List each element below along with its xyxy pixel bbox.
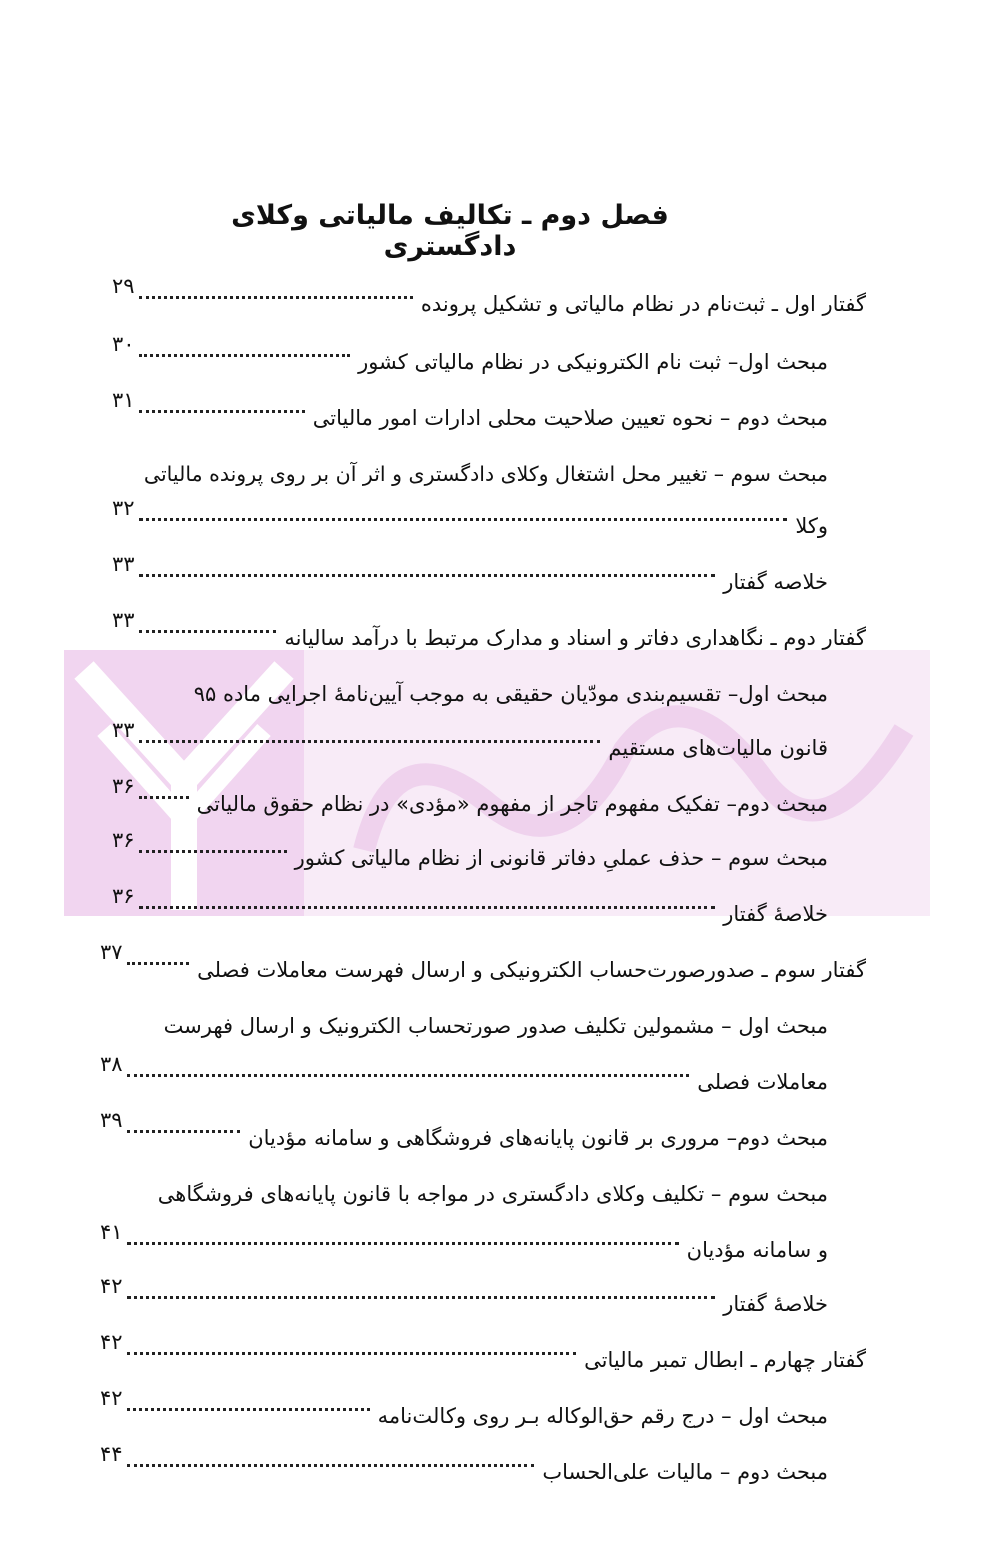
toc-entry-page-number: ۳۱: [112, 388, 135, 412]
toc-entry[interactable]: [112, 332, 828, 380]
toc-leader-dots: [139, 564, 716, 577]
toc-entry-title: گفتار دوم ـ نگاهداری دفاتر و اسناد و مدارک مرتبط با درآمد سالیانه: [284, 626, 866, 650]
toc-entry-page-number: ۴۲: [100, 1274, 123, 1298]
toc-entry-title: معاملات فصلی: [697, 1070, 828, 1094]
toc-leader-dots: [139, 730, 601, 743]
toc-entry-title: وکلا: [795, 514, 828, 538]
toc-entry-title: گفتار چهارم ـ ابطال تمبر مالیاتی: [584, 1348, 866, 1372]
toc-entry-title: قانون مالیات‌های مستقیم: [608, 736, 828, 760]
toc-entry-page-number: ۴۲: [100, 1330, 123, 1354]
toc-entry-title: مبحث دوم – مالیات علی‌الحساب: [542, 1460, 828, 1484]
toc-leader-dots: [139, 344, 351, 357]
toc-entry-page-number: ۳۳: [112, 608, 135, 632]
toc-leader-dots: [139, 508, 788, 521]
toc-leader-dots: [127, 1454, 535, 1467]
chapter-title: فصل دوم ـ تکالیف مالیاتی وکلای دادگستری: [231, 200, 669, 262]
toc-entry-title: مبحث اول – مشمولین تکلیف صدور صورتحساب الکترونیک و ارسال فهرست: [163, 1014, 828, 1038]
toc-entry[interactable]: [112, 884, 828, 932]
toc-entry[interactable]: [100, 1274, 828, 1322]
toc-entry[interactable]: [100, 1108, 828, 1156]
toc-entry[interactable]: [100, 940, 866, 988]
toc-entry-title: خلاصه گفتار: [723, 570, 828, 594]
toc-entry[interactable]: [100, 996, 828, 1044]
toc-entry[interactable]: [112, 552, 828, 600]
toc-entry-title: گفتار اول ـ ثبت‌نام در نظام مالیاتی و تشکیل پرونده: [420, 292, 866, 316]
toc-leader-dots: [139, 620, 277, 633]
toc-entry-title: مبحث سوم – تغییر محل اشتغال وکلای دادگستری و اثر آن بر روی پرونده مالیاتی: [143, 462, 828, 486]
toc-entry-page-number: ۳۶: [112, 774, 135, 798]
toc-entry-page-number: ۳۲: [112, 496, 135, 520]
toc-entry-title: خلاصهٔ گفتار: [723, 1292, 828, 1316]
toc-leader-dots: [127, 1064, 690, 1077]
toc-entry-page-number: ۳۶: [112, 884, 135, 908]
toc-entry-page-number: ۴۱: [100, 1220, 123, 1244]
toc-entry-page-number: ۳۸: [100, 1052, 123, 1076]
toc-entry-title: گفتار سوم ـ صدورصورت‌حساب الکترونیکی و ارسال فهرست معاملات فصلی: [197, 958, 866, 982]
toc-entry-title: مبحث دوم – نحوه تعیین صلاحیت محلی ادارات امور مالیاتی: [312, 406, 828, 430]
toc-entry-title: مبحث سوم – حذف عملیِ دفاتر قانونی از نظام مالیاتی کشور: [294, 846, 828, 870]
toc-leader-dots: [127, 1342, 577, 1355]
toc-entry[interactable]: [112, 444, 828, 492]
toc-entry-title: و سامانه مؤدیان: [686, 1238, 828, 1262]
toc-leader-dots: [139, 786, 189, 799]
toc-entry-page-number: ۴۴: [100, 1442, 123, 1466]
toc-entry[interactable]: [100, 1052, 828, 1100]
toc-entry-page-number: ۳۹: [100, 1108, 123, 1132]
toc-entry-page-number: ۳۶: [112, 828, 135, 852]
toc-leader-dots: [127, 1120, 241, 1133]
toc-entry[interactable]: [112, 664, 828, 712]
toc-entry[interactable]: [112, 496, 828, 544]
toc-entry[interactable]: [100, 1386, 828, 1434]
toc-leader-dots: [127, 1398, 370, 1411]
toc-leader-dots: [139, 840, 287, 853]
toc-entry-title: خلاصهٔ گفتار: [723, 902, 828, 926]
toc-entry[interactable]: [112, 608, 866, 656]
toc-entry[interactable]: [112, 774, 828, 822]
toc-entry[interactable]: [112, 388, 828, 436]
toc-entry-title: مبحث اول– تقسیم‌بندی مودّیان حقیقی به موجب آیین‌نامهٔ اجرایی ماده ۹۵: [193, 682, 828, 706]
toc-entry[interactable]: [100, 1220, 828, 1268]
toc-entry[interactable]: [112, 828, 828, 876]
toc-leader-dots: [139, 896, 716, 909]
toc-entry[interactable]: [100, 1442, 828, 1490]
toc-entry-page-number: ۳۳: [112, 718, 135, 742]
toc-entry[interactable]: [112, 718, 828, 766]
toc-entry-page-number: ۴۲: [100, 1386, 123, 1410]
toc-leader-dots: [127, 1232, 679, 1245]
toc-leader-dots: [127, 952, 190, 965]
toc-leader-dots: [139, 286, 413, 299]
toc-entry[interactable]: [100, 1330, 866, 1378]
toc-entry-page-number: ۳۰: [112, 332, 135, 356]
toc-entry-page-number: ۳۳: [112, 552, 135, 576]
toc-entry[interactable]: [100, 1164, 828, 1212]
toc-entry-title: مبحث اول– ثبت نام الکترونیکی در نظام مالیاتی کشور: [358, 350, 828, 374]
toc-entry-title: مبحث دوم– مروری بر قانون پایانه‌های فروشگاهی و سامانه مؤدیان: [248, 1126, 828, 1150]
toc-leader-dots: [139, 400, 305, 413]
toc-entry-title: مبحث دوم– تفکیک مفهوم تاجر از مفهوم «مؤدی» در نظام حقوق مالیاتی: [196, 792, 828, 816]
toc-entry[interactable]: [112, 274, 866, 322]
toc-entry-page-number: ۲۹: [112, 274, 135, 298]
toc-entry-title: مبحث سوم – تکلیف وکلای دادگستری در مواجه با قانون پایانه‌های فروشگاهی: [157, 1182, 828, 1206]
toc-entry-page-number: ۳۷: [100, 940, 123, 964]
toc-leader-dots: [127, 1286, 716, 1299]
toc-entry-title: مبحث اول – درج رقم حق‌الوکاله بـر روی وکالت‌نامه: [377, 1404, 828, 1428]
